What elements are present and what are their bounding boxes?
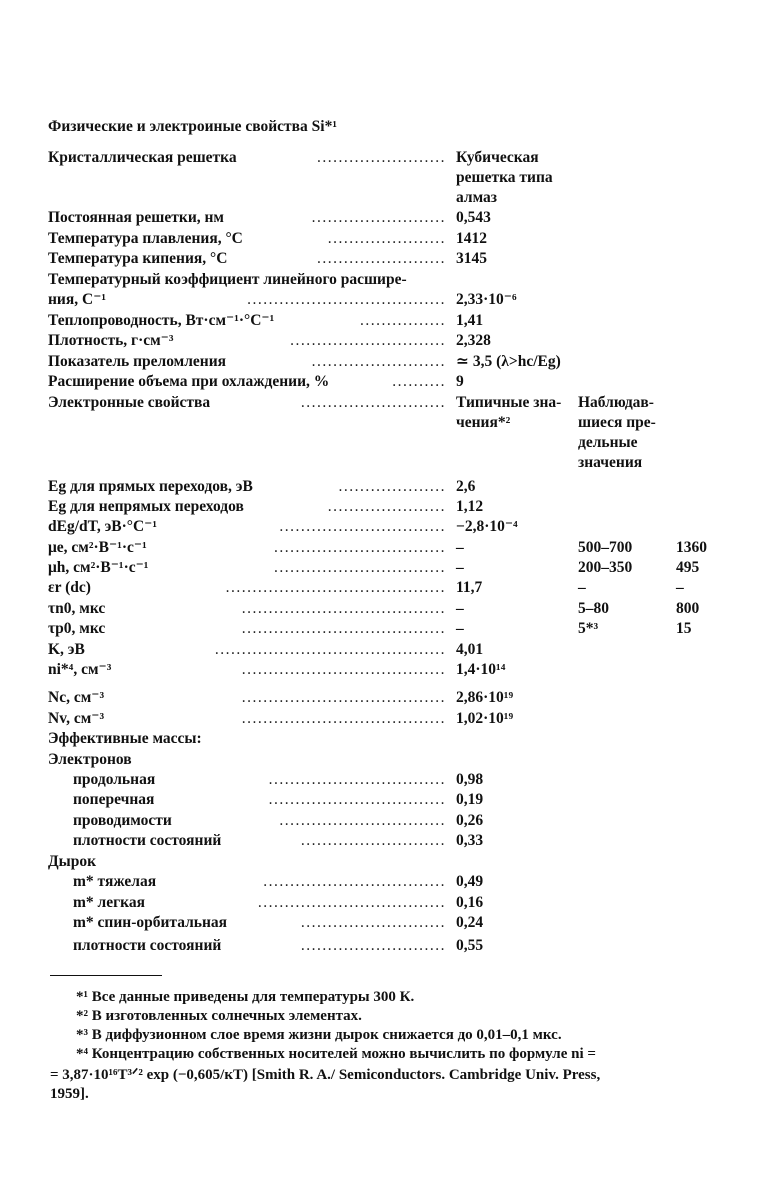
row-label: τn0, мкс: [48, 600, 106, 617]
section-heading: [48, 750, 748, 770]
table-row: [48, 578, 748, 598]
row-label: dEg/dT, эВ·°C⁻¹: [48, 518, 157, 535]
row-value: 0,33: [456, 832, 484, 849]
row-value: 0,55: [456, 937, 484, 954]
row-value: 1,12: [456, 498, 484, 515]
leader-dots: ...........................: [300, 914, 446, 931]
leader-dots: .........................................: [225, 579, 446, 596]
table-row: [48, 538, 748, 558]
leader-dots: ......................................: [241, 710, 446, 727]
row-value: 2,33·10⁻⁶: [456, 291, 517, 308]
row-value-limit: 1360: [676, 539, 707, 556]
footnote: *¹ Все данные приведены для температуры 300 К.: [76, 989, 415, 1005]
table-row: [48, 372, 748, 392]
leader-dots: .............................: [290, 332, 446, 349]
leader-dots: .........................: [311, 353, 446, 370]
table-row: [48, 331, 748, 351]
row-value: 0,49: [456, 873, 484, 890]
table-row: [48, 393, 748, 471]
table-row: [48, 811, 748, 831]
table-row: [48, 640, 748, 660]
leader-dots: .........................: [311, 209, 446, 226]
row-label: Eg для прямых переходов, эВ: [48, 478, 253, 495]
row-label: плотности состояний: [73, 832, 222, 849]
row-label: Теплопроводность, Вт·см⁻¹·°C⁻¹: [48, 312, 275, 329]
leader-dots: ......................: [327, 230, 446, 247]
leader-dots: ......................................: [241, 600, 446, 617]
leader-dots: ...........................: [300, 832, 446, 849]
table-row: [48, 688, 748, 708]
section-heading: [48, 729, 748, 749]
row-label: ni*⁴, см⁻³: [48, 661, 112, 678]
row-label: Температура кипения, °C: [48, 250, 228, 267]
row-value: –: [456, 600, 464, 617]
row-value: 2,328: [456, 332, 491, 349]
row-value: 0,98: [456, 771, 484, 788]
row-label: Электронов: [48, 751, 132, 768]
row-label: Плотность, г·см⁻³: [48, 332, 174, 349]
table-row: [48, 311, 748, 331]
footnote: *⁴ Концентрацию собственных носителей можно вычислить по формуле ni =: [76, 1046, 596, 1062]
row-value: 4,01: [456, 641, 484, 658]
row-value: –: [456, 620, 464, 637]
row-value: 1,41: [456, 312, 484, 329]
row-label: Постоянная решетки, нм: [48, 209, 224, 226]
row-value: 0,24: [456, 914, 484, 931]
row-value: 0,26: [456, 812, 484, 829]
table-row: [48, 913, 748, 933]
row-label: поперечная: [73, 791, 155, 808]
table-row: [48, 477, 748, 497]
row-value: 0,19: [456, 791, 484, 808]
table-row: [48, 770, 748, 790]
row-label: Показатель преломления: [48, 353, 227, 370]
row-label: Кристаллическая решетка: [48, 149, 237, 166]
row-label: плотности состояний: [73, 937, 222, 954]
leader-dots: ..................................: [263, 873, 446, 890]
table-row: [48, 660, 748, 680]
leader-dots: ...............................: [279, 518, 446, 535]
row-label: продольная: [73, 771, 156, 788]
leader-dots: ...............................: [279, 812, 446, 829]
footnote: *² В изготовленных солнечных элементах.: [76, 1008, 362, 1024]
table-row: [48, 599, 748, 619]
row-value-limit: 495: [676, 559, 700, 576]
row-label: τp0, мкс: [48, 620, 106, 637]
leader-dots: ................................: [274, 559, 446, 576]
leader-dots: .................................: [268, 771, 446, 788]
row-value: 11,7: [456, 579, 483, 596]
column-header-observed: Наблюдав- шиеся пре- дельные значения: [578, 394, 656, 471]
row-value-observed: 500–700: [578, 539, 633, 556]
table-row: [48, 208, 748, 228]
table-row: [48, 893, 748, 913]
row-label: Расширение объема при охлаждении, %: [48, 373, 330, 390]
table-row: [48, 229, 748, 249]
table-row: [48, 831, 748, 851]
row-value-limit: –: [676, 579, 684, 596]
leader-dots: .....................................: [247, 291, 446, 308]
row-value: 9: [456, 373, 464, 390]
row-label: μh, см²·В⁻¹·с⁻¹: [48, 559, 149, 576]
row-label: ния, C⁻¹: [48, 291, 107, 308]
column-header-typical: Типичные зна- чения*²: [456, 394, 562, 431]
footnote-continuation: 1959].: [50, 1086, 89, 1102]
row-label: Eg для непрямых переходов: [48, 498, 244, 515]
table-row: [48, 619, 748, 639]
leader-dots: ................: [360, 312, 446, 329]
footnote: *³ В диффузионном слое время жизни дырок снижается до 0,01–0,1 мкс.: [76, 1027, 562, 1043]
section-heading: [48, 852, 748, 872]
table-row: [48, 352, 748, 372]
row-value-limit: 800: [676, 600, 700, 617]
row-value-observed: 5–80: [578, 600, 609, 617]
row-label: Температура плавления, °C: [48, 230, 243, 247]
row-label: Эффективные массы:: [48, 730, 202, 747]
row-label: m* спин-орбитальная: [73, 914, 228, 931]
table-row: [48, 709, 748, 729]
table-row: [48, 290, 748, 310]
row-value: 3145: [456, 250, 487, 267]
row-label: m* тяжелая: [73, 873, 157, 890]
table-row: [48, 497, 748, 517]
leader-dots: ......................................: [241, 620, 446, 637]
row-label: μe, см²·В⁻¹·с⁻¹: [48, 539, 147, 556]
row-label: Nc, см⁻³: [48, 689, 105, 706]
row-value-observed: –: [578, 579, 586, 596]
row-value: ≃ 3,5 (λ>hc/Eg): [456, 353, 561, 370]
row-value: 2,6: [456, 478, 476, 495]
row-value: –: [456, 539, 464, 556]
table-row: [48, 148, 748, 206]
row-value: 1,4·10¹⁴: [456, 661, 506, 678]
row-label: Электронные свойства: [48, 394, 211, 411]
table-row: [48, 270, 748, 290]
leader-dots: ...........................: [300, 394, 446, 411]
row-label: Nv, см⁻³: [48, 710, 105, 727]
row-value: –: [456, 559, 464, 576]
row-value: Кубическая решетка типа алмаз: [456, 149, 553, 206]
row-value: 2,86·10¹⁹: [456, 689, 514, 706]
table-row: [48, 558, 748, 578]
page-title: Физические и электроиные свойства Si*¹: [48, 118, 337, 135]
row-label: Температурный коэффициент линейного расшире-: [48, 271, 407, 288]
table-row: [48, 517, 748, 537]
row-value-observed: 5*³: [578, 620, 599, 637]
footnote-divider: [50, 975, 162, 976]
leader-dots: ..........: [392, 373, 446, 390]
row-value: 0,16: [456, 894, 484, 911]
leader-dots: ....................: [338, 478, 446, 495]
row-label: m* легкая: [73, 894, 145, 911]
footnote-continuation: = 3,87·10¹⁶T³ᐟ² exp (−0,605/кТ) [Smith R. A./ Semiconductors. Cambridge Univ. Press,: [50, 1067, 601, 1083]
row-value-observed: 200–350: [578, 559, 633, 576]
leader-dots: ......................................: [241, 661, 446, 678]
row-label: εr (dc): [48, 579, 91, 596]
table-row: [48, 249, 748, 269]
leader-dots: .................................: [268, 791, 446, 808]
leader-dots: ...........................: [300, 937, 446, 954]
row-value: −2,8·10⁻⁴: [456, 518, 518, 535]
row-value-limit: 15: [676, 620, 692, 637]
row-label: Дырок: [48, 853, 97, 870]
row-value: 1,02·10¹⁹: [456, 710, 514, 727]
row-label: K, эВ: [48, 641, 85, 658]
row-value: 1412: [456, 230, 487, 247]
leader-dots: ......................................: [241, 689, 446, 706]
table-row: [48, 790, 748, 810]
row-label: проводимости: [73, 812, 172, 829]
leader-dots: ......................: [327, 498, 446, 515]
leader-dots: ................................: [274, 539, 446, 556]
leader-dots: ........................: [317, 250, 446, 267]
leader-dots: ...........................................: [214, 641, 446, 658]
leader-dots: ........................: [317, 149, 446, 166]
table-row: [48, 936, 748, 956]
table-row: [48, 872, 748, 892]
row-value: 0,543: [456, 209, 491, 226]
leader-dots: ...................................: [257, 894, 446, 911]
